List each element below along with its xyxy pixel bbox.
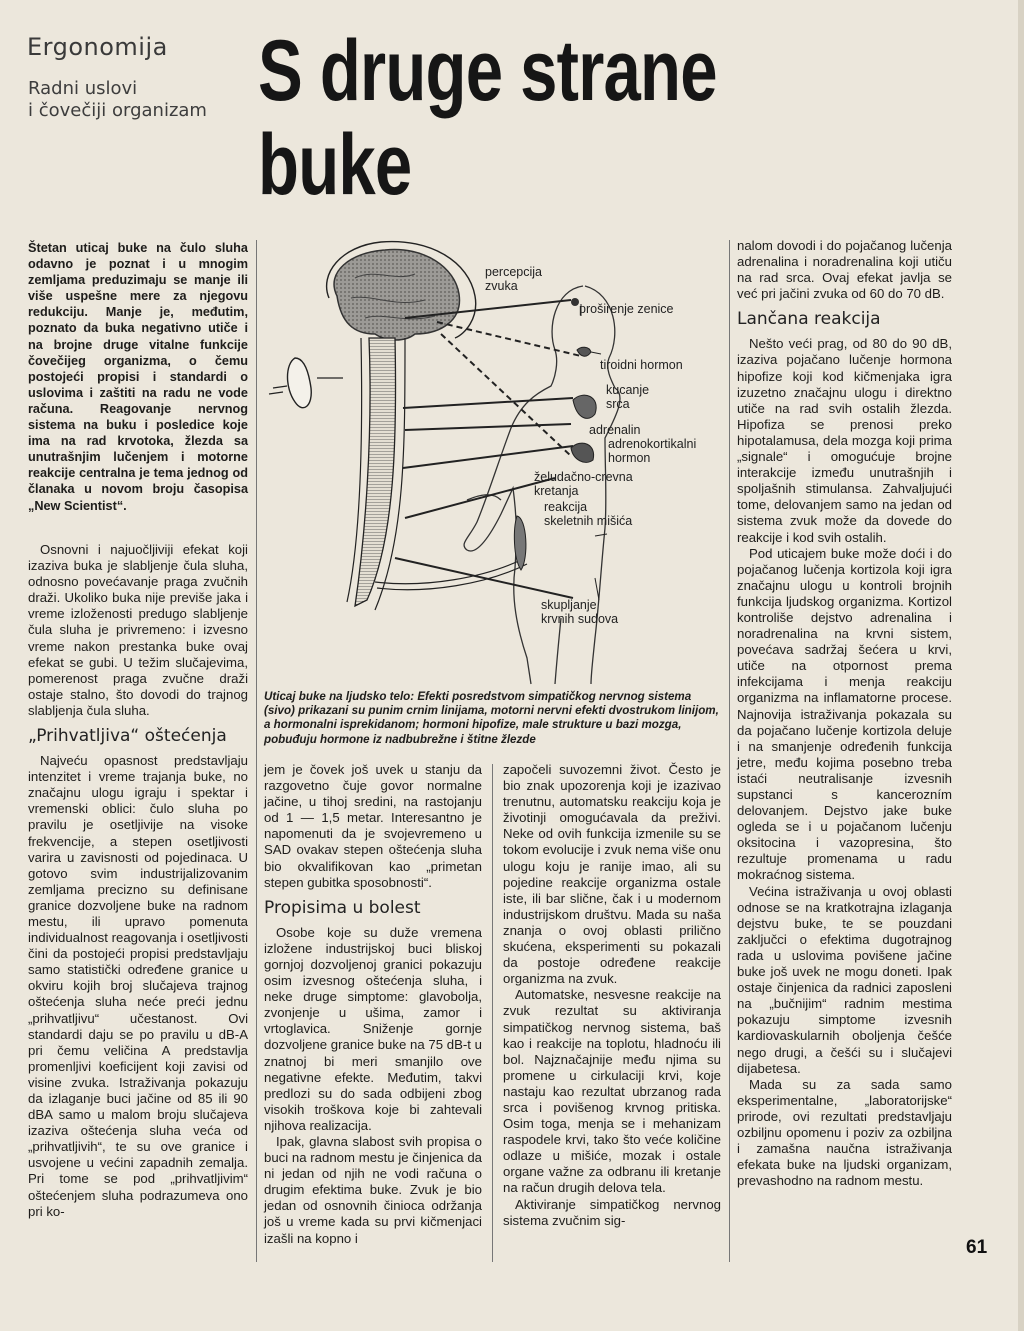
column-rule (256, 240, 257, 1262)
paragraph: započeli suvozemni život. Često je bio znak upozorenja koji je izazivao trenutnu, automatsku reakciju koja je životinji omogućavala da preživi. Neke od ovih funkcija izmenile su se tokom evolucije i zvuk nema više onu ulogu koju je ranije imao, ali su pojedine reakcije organizma ostale iste, ili bar slične, čak i u modernom industrijskom društvu. Mada su naša znanja o ovoj oblasti prilično skućena, eksperimenti su pokazali da postoje određene reakcije organizma na zvuk. (503, 762, 721, 987)
article-column-1 (28, 542, 248, 1220)
hormonal-dashed-lines (437, 322, 581, 456)
lead-paragraph: Štetan uticaj buke na čulo sluha odavno je poznat i u mnogim zemljama preduzimaju se manje ili više uspešne mere za njegovu redukciju. Manje je, međutim, poznato da buka negativno utiče i na brojne druge vitalne funkcije čovečijeg organizma, o čemu postojeći propisi i standardi o uslovima i zaštiti na radu ne vode računa. Reagovanje nervnog sistema na buku i posledice koje ima na rad krvotoka, žlezda sa unutrašnjim lučenjem i motorne reakcije centralna je tema jednog od članaka u novom broju časopisa „New Scientist“. (28, 241, 248, 513)
section-subtitle-line-1: Radni uslovi (28, 78, 138, 99)
paragraph: jem je čovek još uvek u stanju da razgovetno čuje govor normalne jačine, u tihoj sredini, na rastojanju od 1 — 1,5 metar. Interesantno je napomenuti da je svojevremeno u SAD ovakav stepen oštećenja sluha bio okvalifikovan kao „primetan stepen gubitka sposobnosti“. (264, 762, 482, 890)
column-rule (492, 764, 493, 1262)
headline-line-1: S druge strane (258, 23, 717, 119)
section-subtitle-line-2: i čovečiji organizam (28, 100, 207, 121)
label-adrenocortical: adrenokortikalni hormon (608, 437, 697, 465)
paragraph: Osnovni i najuočljiviji efekat koji izaziva buka je slabljenje čula sluha, odnosno povećavanje praga zvučnih draži. Ukoliko buka nije previše jaka i vreme izloženosti predugo slabljenje čula sluha je privremeno: i izvesno vreme nakon prestanka buke ovaj efekat se gubi. U težim slučajevima, pomerenost praga zvučne draži ostaje stalno, što dovodi do trajnog slabljenja čula sluha. (28, 542, 248, 718)
paragraph: Većina istraživanja u ovoj oblasti odnose se na kratkotrajna izlaganja dejstvu buke, te se pouzdani zaključci o efektima dugotrajnog rada u uslovima povišene jačine buke još uvek ne mogu doneti. Ipak ostaje činjenica da radnici zaposleni na „bučnijim“ radnim mestima pokazuju simptome izvesnih kardiovaskularnih oboljenja češće nego drugi, a češći su i slučajevi dijabetesa. (737, 883, 952, 1076)
label-gastrointestinal: želudačno-crevna kretanja (534, 470, 633, 498)
subheading-prihvatljiva: „Prihvatljiva“ oštećenja (28, 726, 227, 747)
label-heart: kucanje srca (606, 383, 650, 411)
eye-shape (571, 298, 579, 306)
article-column-4 (737, 238, 952, 1189)
paragraph: Automatske, nesvesne reakcije na zvuk rezultat su aktiviranja simpatičkog nervnog sistema, baš kao i reakcije na toplotu, hladnoću ili bol. Najznačajnije među njima su promene u cirkulaciji krvi, koje nastaju kao rezultat ubrzanog rada srca i povišenog krvnog pritiska. Osim toga, menja se i mehanizam raspodele krvi, tako što veće količine odlaze u mišiće, mozak i ostale organe važne za odbranu ili kretanje na račun drugih delova tela. (503, 987, 721, 1196)
section-title: Ergonomija (27, 33, 168, 61)
spinal-cord (347, 338, 405, 610)
paragraph: Mada su za sada samo eksperimentalne, „laboratorijske“ prirode, ovi rezultati predstavljaju ozbiljnu opomenu i poziv za ozbiljna i zamašna naučna istraživanja efekata buke na ljudski organizam, prevashodno na radnom mestu. (737, 1076, 952, 1189)
label-vessels: skupljanje krvnih sudova (541, 598, 619, 626)
section-subtitle (28, 78, 207, 122)
article-column-3 (503, 762, 721, 1229)
page-number: 61 (966, 1237, 988, 1258)
paragraph: Pod uticajem buke može doći i do pojačanog lučenja kortizola koji igra značajnu ulogu u kontroli brojnih funkcija ljudskog organizma. Kortizol kontroliše dejstvo adrenalina i noradrenalina na krvni sistem, povećava sadržaj šećera u krvi, utiče na otpornost prema infekcijama i menja reakciju organizma na inflamatorne procese. Najnovija istraživanja pokazala su da pojačano lučenje kortizola deluje i na smanjenje određenih funkcija jetre, među kojima posebno treba istaći neutralisanje izvesnih supstanci s kancerozním delovanjem. Dejstvo jake buke ogleda se i u pojačanom lučenju oksitocina i vazopresina, što rezultuje promenama u radu mokraćnog sistema. (737, 545, 952, 883)
paragraph: Najveću opasnost predstavljaju intenzitet i vreme trajanja buke, no značajnu ulogu igraju i spektar i vremenski oblici: čulo sluha po pravilu je osetljivije na visoke frekvencije, a stepen osetljivosti varira u zavisnosti od pojedinaca. U gotovo svim industrijalizovanim zemljama precizno su definisane granice dozvoljene buke na radnom mestu, ili upravo pomenuta individualnost reagovanja i osetljivosti čini da postojeći propisi predstavljaju samo statistički određene granice u okviru kojih broj slučajeva trajnog oštećenja sluha neće preći jednu „prihvatljivu“ učestanost. Ovi standardi daju se po pravilu u dB-A pri čemu veličina A predstavlja promenljivi koeficijent koji zavisi od visine zvuka. Istraživanja pokazuju da izlaganje buci jačine od 85 ili 90 dBA samo u malom broju slučajeva izaziva oštećenja sluha veća od „prihvatljivih“, te su ove granice i usvojene u većini zapadnih zemalja. Pri tome se pod „prihvatljivim“ oštećenjem sluha podrazumeva ono pri ko- (28, 753, 248, 1219)
label-pupil: proširenje zenice (579, 302, 674, 316)
headline (258, 24, 726, 212)
label-perception: percepcija zvuka (485, 265, 542, 293)
label-thyroid: tiroidni hormon (600, 358, 683, 372)
paragraph: Osobe koje su duže vremena izložene industrijskoj buci bliskoj gornjoj dozvoljenoj granici pokazuju osim izvesnog oštećenja sluha, i neke druge simptome: glavobolja, zvonjenje u ušima, zamor i vrtoglavica. Sniženje gornje dozvoljene granice buke na 75 dB-t u znatnoj bi meri smanjilo ove negativne efekte. Međutim, takvi predlozi su do sada odbijeni zbog visokih troškova koje bi zahtevali njihova realizacija. (264, 924, 482, 1133)
subheading-lancana: Lančana reakcija (737, 309, 881, 330)
paragraph: Aktiviranje simpatičkog nervnog sistema zvučnim sig- (503, 1196, 721, 1228)
sympathetic-nerve-lines (395, 300, 573, 598)
column-rule (729, 240, 730, 1262)
label-skeletal: reakcija skeletnih mišića (544, 500, 633, 528)
paragraph: Ipak, glavna slabost svih propisa o buci na radnom mestu je činjenica da ni jedan od njih ne vodi računa o drugim efektima buke. Zvuk je bio jedan od osnovnih činioca održanja još u vreme kada su prvi kičmenjaci izašli na kopno i (264, 1133, 482, 1246)
diagram-caption: Uticaj buke na ljudsko telo: Efekti posredstvom simpatičkog nervnog sistema (sivo) prikazani su punim crnim linijama, motorni nervni efekti dvostrukom linijom, a hormonalni isprekidanom; hormoni hipofize, male strukture u bazi mozga, pobuđuju hormone iz nadbubrežne i štitne žlezde (264, 690, 719, 746)
paragraph: nalom dovodi i do pojačanog lučenja adrenalina i noradrenalina koji utiču na rad srca. Ovaj efekat javlja se već pri jačini zvuka od 60 do 70 dB. (737, 238, 952, 302)
headline-line-2: buke (258, 117, 412, 213)
paragraph: Nešto veći prag, od 80 do 90 dB, izaziva pojačano lučenje hormona hipofize koji kod kičmenjaka igra izuzetno značajnu ulogu i direktno utiče na rad svih ostalih žlezda. Hipofiza se prenosi preko hipotalamusa, dela mozga koji prima „signale“ i omogućuje brojne interakcije između unutrašnjih i spoljašnih stimulansa. Zahvaljujući tome, delovanjem samo na jedan od sistema zvuk može da dovede do reakcije i kod svih ostalih. (737, 336, 952, 545)
subheading-propisima: Propisima u bolest (264, 897, 421, 918)
adrenal-shape (571, 443, 594, 462)
label-adrenalin: adrenalin (589, 423, 641, 437)
heart-shape (573, 395, 596, 418)
ear-shape (288, 358, 312, 408)
motor-nerve-line (375, 558, 527, 590)
brain-shape (334, 250, 459, 340)
page-edge (1018, 0, 1024, 1331)
article-column-2 (264, 762, 482, 1247)
